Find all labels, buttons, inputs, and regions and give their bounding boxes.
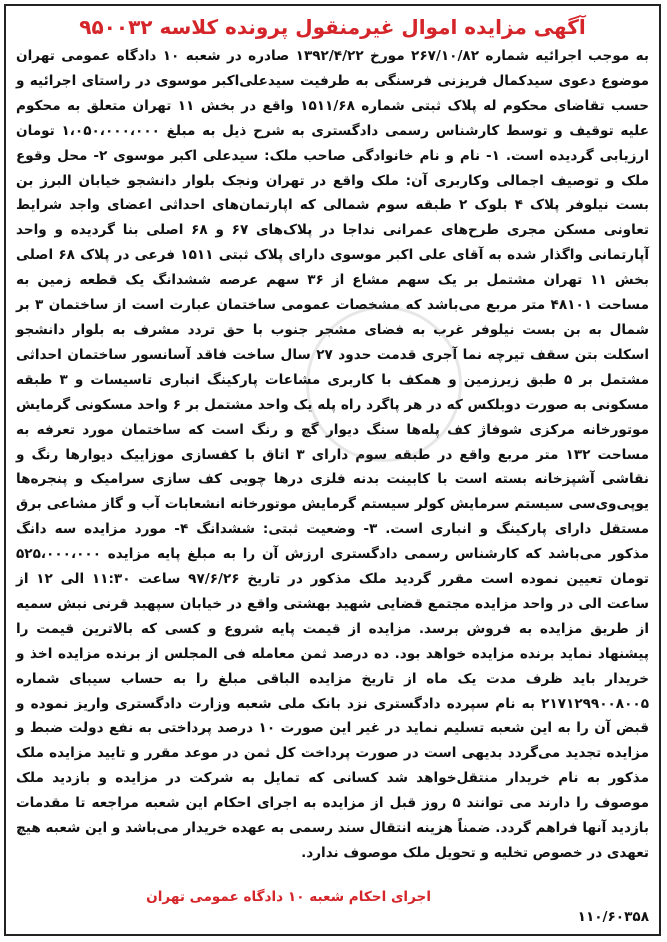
issuing-agency: اجرای احکام شعبه ۱۰ دادگاه عمومی تهران [146,889,431,905]
notice-body: به موجب اجرائیه شماره ۲۶۷/۱۰/۸۲ مورخ ۱۳۹۲/۴/۲۲ صادره در شعبه ۱۰ دادگاه عمومی تهران موضوع دعوی سیدکمال فریزنی فرسنگی به طرفیت سیدعلی‌اکبر موسوی در راستای اجرائیه و حسب تقاضای محکوم له پلاک ثبتی شماره ۱۵۱۱/۶۸ واقع در بخش ۱۱ تهران متعلق به محکوم علیه توقیف و توسط کارشناس رسمی دادگستری به شرح ذیل به مبلغ ۱،۰۵۰،۰۰۰،۰۰۰ تومان ارزیابی گردیده است. ۱- نام و نام خانوادگی صاحب ملک: سیدعلی اکبر موسوی ۲- محل وقوع ملک و توصیف اجمالی وکاربری آن: ملک واقع در تهران ونجک بلوار دانشجو خیابان البرز بن بست نیلوفر پلاک ۴ بلوک ۲ طبقه سوم شمالی که اپارتمان‌های احداثی اعضای واجد شرایط تعاونی مسکن مجری طرح‌های عمرانی نداجا در پلاک‌های ۶۷ و ۶۸ اصلی بنا گردیده و واحد آپارتمانی واگذار شده به آقای علی اکبر موسوی دارای پلاک ثبتی ۱۵۱۱ فرعی در پلاک ۶۸ اصلی بخش ۱۱ تهران مشتمل بر یک سهم مشاع از ۳۶ سهم عرصه ششدانگ یک قطعه زمین به مساحت ۴۸۱۰۱ متر مربع می‌باشد که مشخصات عمومی ساختمان عبارت است از ساختمان ۳ بر شمال به بن بست نیلوفر غرب به فضای مشجر جنوب با حق تردد مشرف به بلوار دانشجو اسکلت بتن سقف تیرچه نما آجری قدمت حدود ۲۷ سال ساخت فاقد آسانسور ساختمان احداثی مشتمل بر ۵ طبق زیرزمین و همکف با کاربری مشاعات پارکینگ انباری تاسیسات و ۳ طبقه مسکونی به صورت دوبلکس که در هر پاگرد راه پله یک واحد مشتمل بر ۶ واحد مسکونی گرمایش موتورخانه مرکزی شوفاژ کف پله‌ها سنگ دیوار گچ و رنگ است که ساختمان مورد تعرفه به مساحت ۱۳۲ متر مربع واقع در طبقه سوم دارای ۳ اتاق با کفسازی موزاییک دیوارها رنگ و نقاشی آشپزخانه بسته است با کابینت بدنه فلزی درها چوبی کف سازی سرامیک و پنجره‌ها یوپی‌وی‌سی سیستم سرمایش کولر سیستم گرمایش موتورخانه انشعابات آب و گاز مشاعی برق مستقل دارای پارکینگ و انباری است. ۳- وضعیت ثبتی: ششدانگ ۴- مورد مزایده سه دانگ مذکور می‌باشد که کارشناس رسمی دادگستری ارزش آن را به مبلغ پایه مزایده ۵۲۵،۰۰۰،۰۰۰ تومان تعیین نموده است مقرر گردید ملک مذکور در تاریخ ۹۷/۶/۲۶ ساعت ۱۱:۳۰ الی ۱۲ از ساعت الی در واحد مزایده مجتمع قضایی شهید بهشتی واقع در خیابان سپهبد قرنی نبش سمیه از طریق مزایده به فروش برسد. مزایده از قیمت پایه شروع و کسی که بالاترین قیمت را پیشنهاد نماید برنده مزایده خواهد بود. ده درصد ثمن معامله فی المجلس از برنده مزایده اخذ و خریدار باید ظرف مدت یک ماه از تاریخ مزایده الباقی مبلغ را به حساب سیبای شماره ۲۱۷۱۲۹۹۰۰۸۰۰۵ به نام سپرده دادگستری نزد بانک ملی شعبه وزارت دادگستری واریز نموده و قبض آن را به این شعبه تسلیم نماید در غیر این صورت ۱۰ درصد پرداختی به نفع دولت ضبط و مزایده تجدید می‌گردد بدیهی است در صورت پرداخت کل ثمن در موعد مقرر و تایید مزایده ملک مذکور به نام خریدار منتقل‌خواهد شد کسانی که تمایل به شرکت در مزایده و بازدید ملک موصوف را دارند می توانند ۵ روز قبل از مزایده به اجرای احکام این شعبه مراجعه تا مقدمات بازدید آنها فراهم گردد. ضمناً هزینه انتقال سند رسمی به عهده خریدار می‌باشد و این شعبه هیچ تعهدی در خصوص تخلیه و تحویل ملک موصوف ندارد. [16,48,650,861]
ad-code: ۱۱۰/۶۰۳۵۸ [577,909,649,925]
notice-title: آگهی مزایده اموال غیرمنقول پرونده کلاسه ۹۵۰۰۳۲ [79,15,586,39]
notice-frame [4,4,661,936]
notice-footer [6,886,659,930]
